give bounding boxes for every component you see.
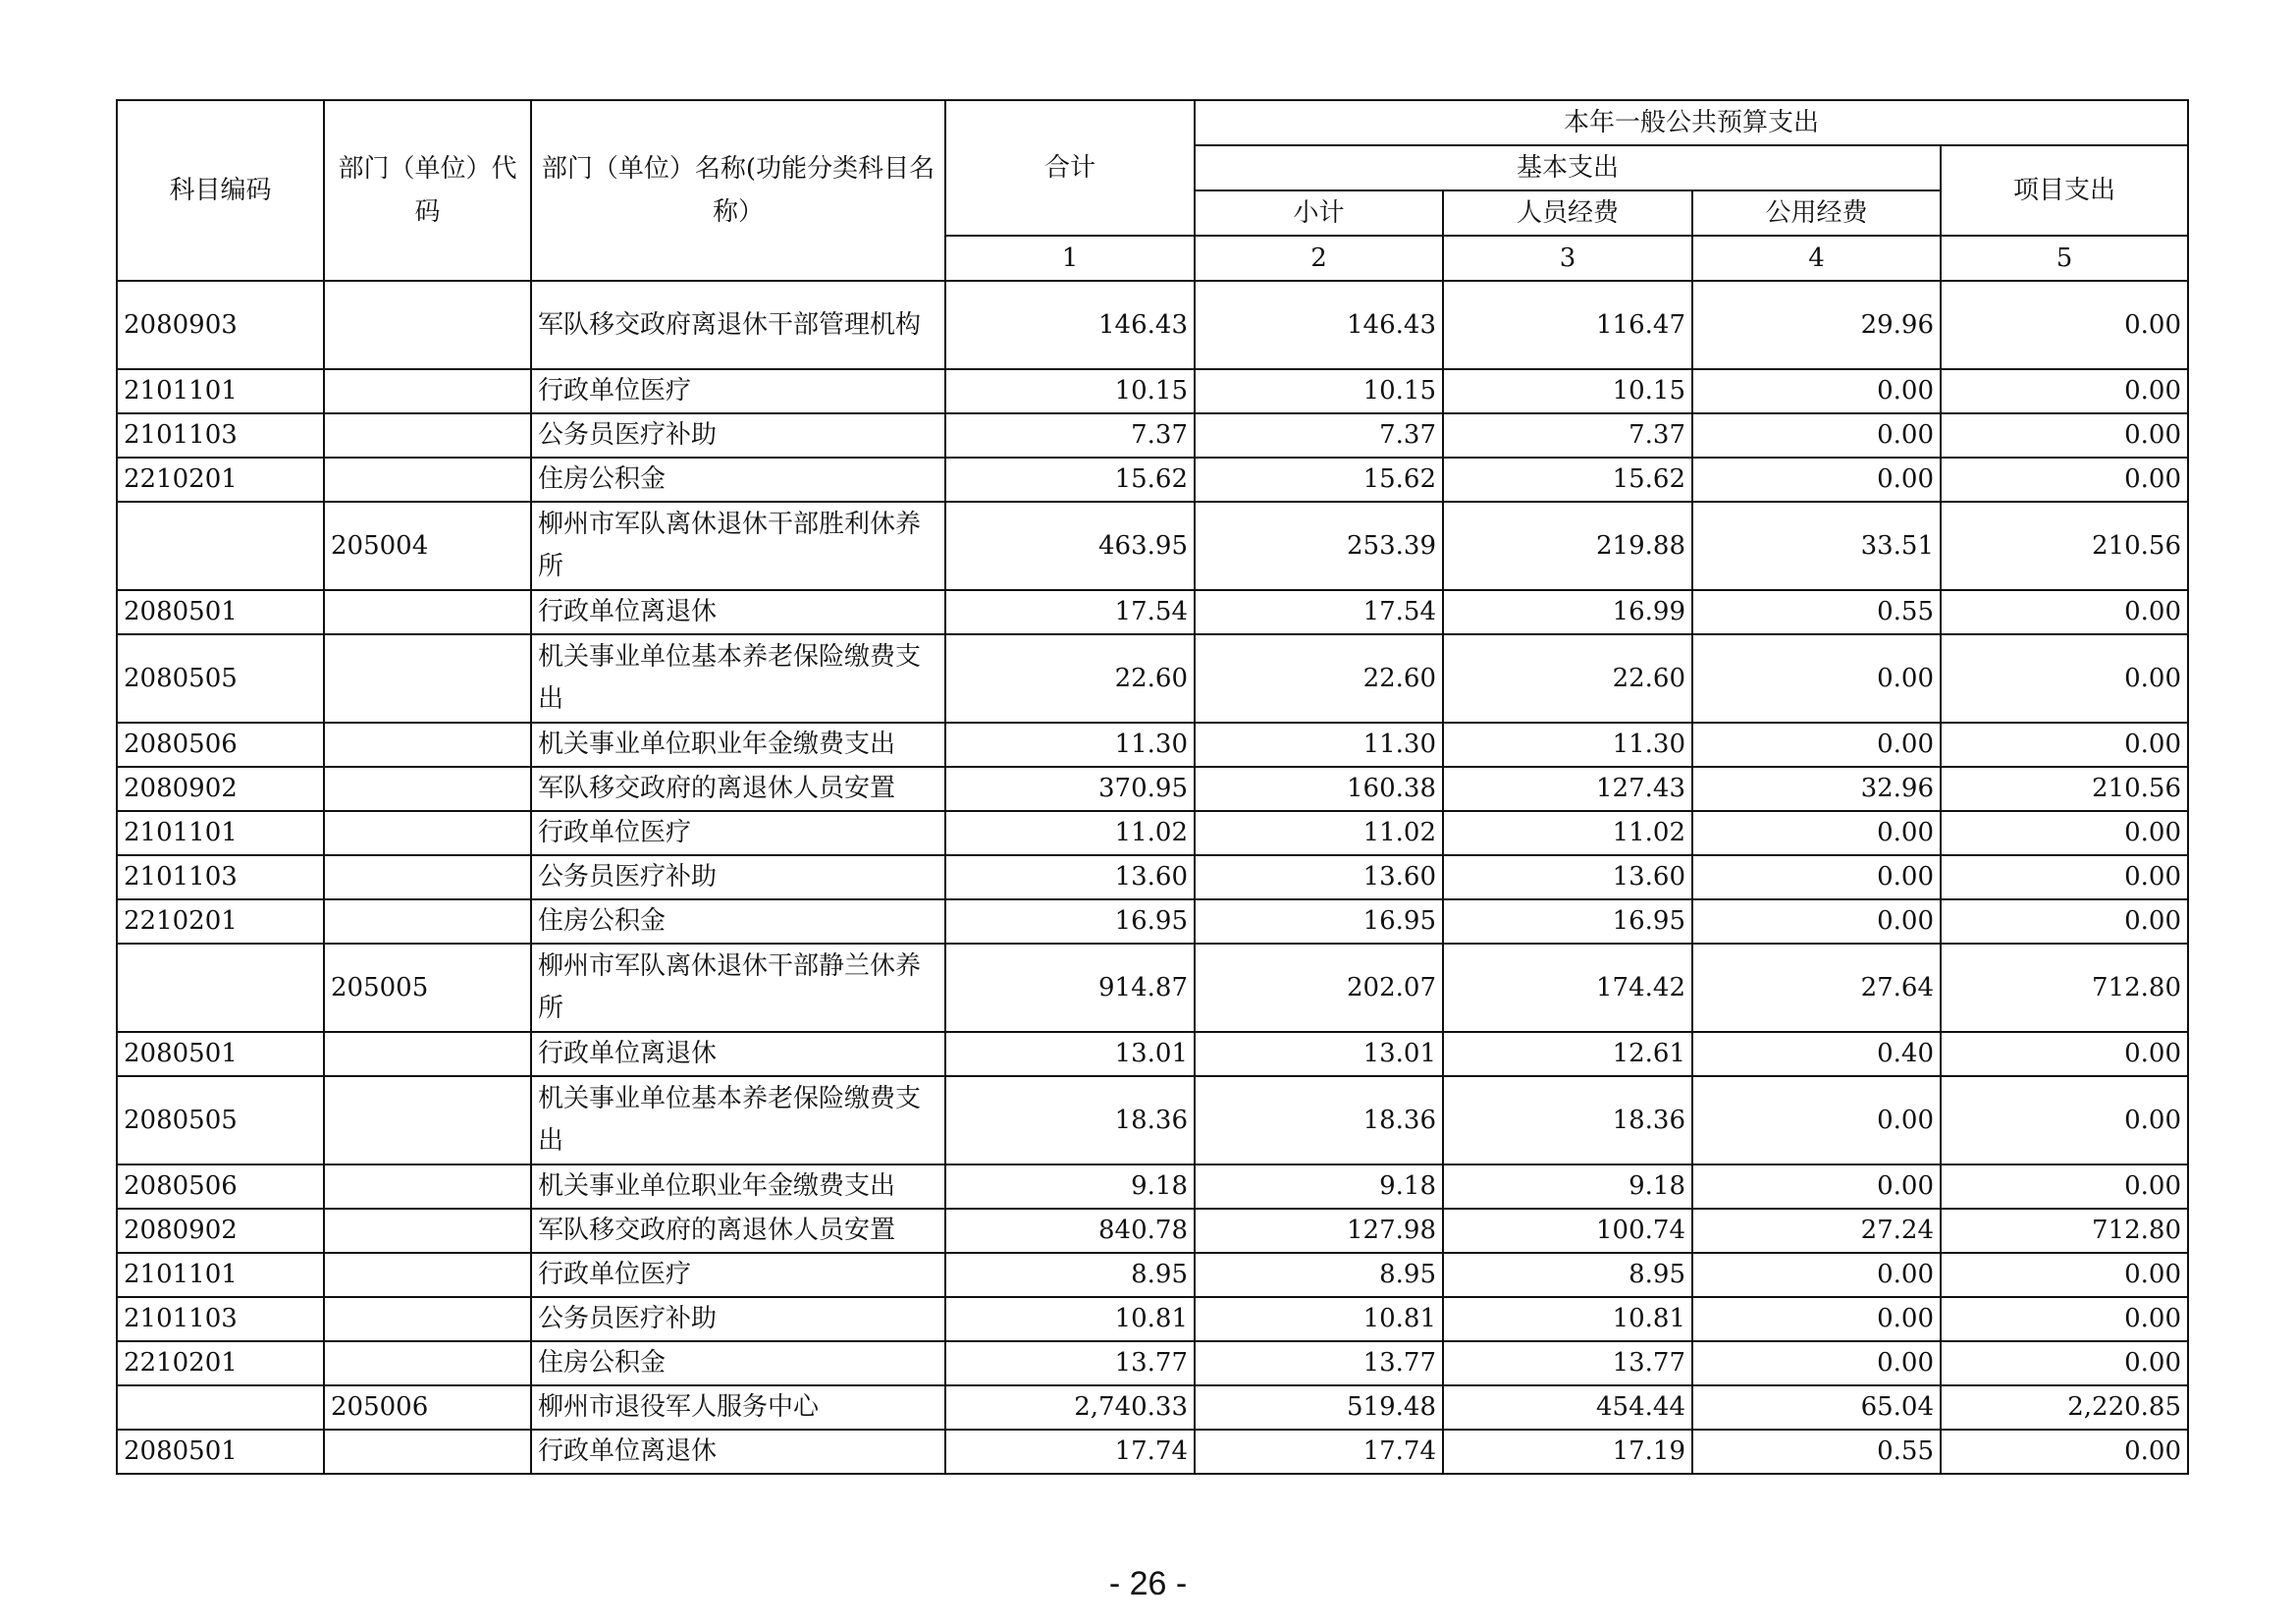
cell-subtotal: 519.48 <box>1195 1385 1443 1430</box>
cell-dept-name: 行政单位医疗 <box>531 369 945 413</box>
cell-subtotal: 22.60 <box>1195 634 1443 723</box>
cell-dept-code <box>324 590 531 634</box>
cell-public: 0.00 <box>1692 1297 1941 1341</box>
cell-dept-code: 205005 <box>324 944 531 1032</box>
table-row <box>117 590 2188 634</box>
cell-public: 0.00 <box>1692 1076 1941 1164</box>
cell-project: 0.00 <box>1941 1164 2188 1209</box>
cell-public: 0.00 <box>1692 811 1941 855</box>
cell-personnel: 174.42 <box>1443 944 1692 1032</box>
cell-subject-code <box>117 1385 324 1430</box>
cell-subtotal: 16.95 <box>1195 899 1443 944</box>
cell-dept-name: 公务员医疗补助 <box>531 855 945 899</box>
cell-dept-code <box>324 855 531 899</box>
cell-total: 13.01 <box>945 1032 1195 1076</box>
cell-subtotal: 7.37 <box>1195 413 1443 458</box>
cell-dept-name: 行政单位离退休 <box>531 590 945 634</box>
cell-total: 8.95 <box>945 1253 1195 1297</box>
header-total: 合计 <box>945 100 1195 236</box>
cell-subject-code: 2101103 <box>117 1297 324 1341</box>
cell-subject-code: 2080501 <box>117 1430 324 1474</box>
cell-dept-code <box>324 1430 531 1474</box>
cell-public: 0.40 <box>1692 1032 1941 1076</box>
cell-project: 0.00 <box>1941 1076 2188 1164</box>
cell-dept-name: 行政单位医疗 <box>531 1253 945 1297</box>
cell-subtotal: 8.95 <box>1195 1253 1443 1297</box>
header-dept-name: 部门（单位）名称(功能分类科目名称） <box>531 100 945 281</box>
cell-personnel: 12.61 <box>1443 1032 1692 1076</box>
cell-public: 27.64 <box>1692 944 1941 1032</box>
cell-project: 0.00 <box>1941 590 2188 634</box>
cell-subtotal: 18.36 <box>1195 1076 1443 1164</box>
cell-total: 370.95 <box>945 767 1195 811</box>
cell-public: 0.55 <box>1692 590 1941 634</box>
cell-dept-code <box>324 1164 531 1209</box>
table-row <box>117 1209 2188 1253</box>
cell-subject-code <box>117 502 324 590</box>
cell-project: 0.00 <box>1941 899 2188 944</box>
cell-public: 0.00 <box>1692 1164 1941 1209</box>
cell-dept-name: 柳州市军队离休退休干部胜利休养所 <box>531 502 945 590</box>
cell-subject-code: 2210201 <box>117 1341 324 1385</box>
cell-dept-code <box>324 369 531 413</box>
cell-personnel: 11.02 <box>1443 811 1692 855</box>
cell-subject-code: 2080505 <box>117 634 324 723</box>
cell-personnel: 8.95 <box>1443 1253 1692 1297</box>
cell-dept-code <box>324 1209 531 1253</box>
cell-dept-name: 行政单位离退休 <box>531 1430 945 1474</box>
cell-total: 17.54 <box>945 590 1195 634</box>
header-project-expenditure: 项目支出 <box>1941 145 2188 236</box>
cell-dept-name: 机关事业单位基本养老保险缴费支出 <box>531 1076 945 1164</box>
cell-total: 10.15 <box>945 369 1195 413</box>
cell-subtotal: 11.30 <box>1195 723 1443 767</box>
cell-personnel: 11.30 <box>1443 723 1692 767</box>
cell-public: 27.24 <box>1692 1209 1941 1253</box>
header-index: 1 <box>945 236 1195 281</box>
cell-subject-code: 2080501 <box>117 590 324 634</box>
cell-dept-name: 军队移交政府的离退休人员安置 <box>531 1209 945 1253</box>
cell-project: 0.00 <box>1941 281 2188 369</box>
cell-personnel: 127.43 <box>1443 767 1692 811</box>
cell-dept-name: 公务员医疗补助 <box>531 413 945 458</box>
cell-subject-code: 2080506 <box>117 723 324 767</box>
cell-total: 146.43 <box>945 281 1195 369</box>
cell-public: 0.00 <box>1692 855 1941 899</box>
cell-total: 914.87 <box>945 944 1195 1032</box>
cell-personnel: 10.15 <box>1443 369 1692 413</box>
cell-project: 0.00 <box>1941 1032 2188 1076</box>
cell-project: 0.00 <box>1941 855 2188 899</box>
cell-dept-name: 机关事业单位基本养老保险缴费支出 <box>531 634 945 723</box>
cell-public: 0.00 <box>1692 413 1941 458</box>
table-row <box>117 1385 2188 1430</box>
header-index: 2 <box>1195 236 1443 281</box>
header-basic-expenditure: 基本支出 <box>1195 145 1941 190</box>
cell-subtotal: 202.07 <box>1195 944 1443 1032</box>
cell-subject-code: 2080902 <box>117 1209 324 1253</box>
cell-project: 0.00 <box>1941 634 2188 723</box>
cell-dept-name: 行政单位离退休 <box>531 1032 945 1076</box>
cell-subject-code: 2210201 <box>117 899 324 944</box>
cell-total: 9.18 <box>945 1164 1195 1209</box>
table-header <box>117 100 2188 281</box>
cell-dept-code <box>324 281 531 369</box>
cell-subject-code: 2210201 <box>117 458 324 502</box>
cell-public: 29.96 <box>1692 281 1941 369</box>
cell-personnel: 13.60 <box>1443 855 1692 899</box>
cell-subject-code: 2080501 <box>117 1032 324 1076</box>
table-row <box>117 855 2188 899</box>
cell-public: 0.00 <box>1692 634 1941 723</box>
table-row <box>117 1253 2188 1297</box>
cell-personnel: 13.77 <box>1443 1341 1692 1385</box>
cell-total: 13.60 <box>945 855 1195 899</box>
table-row <box>117 899 2188 944</box>
cell-project: 0.00 <box>1941 369 2188 413</box>
cell-dept-name: 住房公积金 <box>531 458 945 502</box>
cell-dept-name: 军队移交政府离退休干部管理机构 <box>531 281 945 369</box>
cell-personnel: 22.60 <box>1443 634 1692 723</box>
cell-dept-code <box>324 767 531 811</box>
cell-subtotal: 17.74 <box>1195 1430 1443 1474</box>
cell-dept-code <box>324 1253 531 1297</box>
cell-project: 0.00 <box>1941 1253 2188 1297</box>
cell-public: 0.00 <box>1692 899 1941 944</box>
header-general-budget: 本年一般公共预算支出 <box>1195 100 2188 145</box>
cell-dept-code <box>324 1297 531 1341</box>
cell-dept-code: 205004 <box>324 502 531 590</box>
cell-subtotal: 13.60 <box>1195 855 1443 899</box>
cell-dept-code <box>324 1032 531 1076</box>
cell-personnel: 7.37 <box>1443 413 1692 458</box>
table-row <box>117 811 2188 855</box>
cell-total: 16.95 <box>945 899 1195 944</box>
cell-dept-code <box>324 634 531 723</box>
header-index: 3 <box>1443 236 1692 281</box>
table-row <box>117 369 2188 413</box>
cell-total: 15.62 <box>945 458 1195 502</box>
cell-personnel: 100.74 <box>1443 1209 1692 1253</box>
cell-dept-code <box>324 899 531 944</box>
cell-project: 0.00 <box>1941 413 2188 458</box>
cell-total: 17.74 <box>945 1430 1195 1474</box>
cell-public: 0.00 <box>1692 369 1941 413</box>
cell-subtotal: 13.01 <box>1195 1032 1443 1076</box>
cell-subject-code: 2101101 <box>117 369 324 413</box>
cell-project: 0.00 <box>1941 1430 2188 1474</box>
cell-project: 210.56 <box>1941 502 2188 590</box>
cell-dept-code <box>324 1341 531 1385</box>
cell-public: 0.55 <box>1692 1430 1941 1474</box>
cell-dept-name: 机关事业单位职业年金缴费支出 <box>531 1164 945 1209</box>
cell-personnel: 18.36 <box>1443 1076 1692 1164</box>
cell-subtotal: 11.02 <box>1195 811 1443 855</box>
table-row <box>117 634 2188 723</box>
page-number: - 26 - <box>1108 1565 1188 1602</box>
cell-personnel: 454.44 <box>1443 1385 1692 1430</box>
cell-dept-name: 柳州市军队离休退休干部静兰休养所 <box>531 944 945 1032</box>
table-row <box>117 281 2188 369</box>
cell-subtotal: 146.43 <box>1195 281 1443 369</box>
cell-subject-code: 2080506 <box>117 1164 324 1209</box>
table-row <box>117 944 2188 1032</box>
cell-project: 0.00 <box>1941 458 2188 502</box>
cell-project: 210.56 <box>1941 767 2188 811</box>
table-row <box>117 1297 2188 1341</box>
cell-public: 0.00 <box>1692 723 1941 767</box>
cell-total: 10.81 <box>945 1297 1195 1341</box>
cell-total: 11.30 <box>945 723 1195 767</box>
cell-public: 32.96 <box>1692 767 1941 811</box>
cell-dept-code: 205006 <box>324 1385 531 1430</box>
cell-public: 0.00 <box>1692 1253 1941 1297</box>
cell-personnel: 16.95 <box>1443 899 1692 944</box>
cell-subtotal: 13.77 <box>1195 1341 1443 1385</box>
cell-dept-name: 行政单位医疗 <box>531 811 945 855</box>
cell-total: 463.95 <box>945 502 1195 590</box>
header-personnel: 人员经费 <box>1443 190 1692 236</box>
cell-dept-code <box>324 723 531 767</box>
table-row <box>117 1076 2188 1164</box>
cell-subject-code: 2101101 <box>117 811 324 855</box>
cell-subtotal: 253.39 <box>1195 502 1443 590</box>
cell-project: 0.00 <box>1941 811 2188 855</box>
cell-project: 0.00 <box>1941 723 2188 767</box>
cell-subject-code: 2080903 <box>117 281 324 369</box>
budget-table <box>116 99 2189 1475</box>
cell-subtotal: 10.81 <box>1195 1297 1443 1341</box>
cell-project: 0.00 <box>1941 1341 2188 1385</box>
cell-subject-code: 2101101 <box>117 1253 324 1297</box>
cell-total: 18.36 <box>945 1076 1195 1164</box>
table-row <box>117 723 2188 767</box>
cell-subject-code: 2080505 <box>117 1076 324 1164</box>
cell-personnel: 10.81 <box>1443 1297 1692 1341</box>
cell-public: 0.00 <box>1692 458 1941 502</box>
header-index: 5 <box>1941 236 2188 281</box>
cell-personnel: 15.62 <box>1443 458 1692 502</box>
cell-dept-name: 公务员医疗补助 <box>531 1297 945 1341</box>
table-row <box>117 1032 2188 1076</box>
cell-total: 22.60 <box>945 634 1195 723</box>
table-row <box>117 458 2188 502</box>
cell-dept-name: 住房公积金 <box>531 1341 945 1385</box>
cell-personnel: 16.99 <box>1443 590 1692 634</box>
cell-subtotal: 127.98 <box>1195 1209 1443 1253</box>
cell-total: 13.77 <box>945 1341 1195 1385</box>
table-row <box>117 413 2188 458</box>
header-public: 公用经费 <box>1692 190 1941 236</box>
cell-project: 712.80 <box>1941 1209 2188 1253</box>
cell-subtotal: 160.38 <box>1195 767 1443 811</box>
header-subject-code: 科目编码 <box>117 100 324 281</box>
cell-personnel: 9.18 <box>1443 1164 1692 1209</box>
cell-personnel: 17.19 <box>1443 1430 1692 1474</box>
cell-personnel: 219.88 <box>1443 502 1692 590</box>
header-index: 4 <box>1692 236 1941 281</box>
cell-subject-code: 2101103 <box>117 413 324 458</box>
cell-dept-code <box>324 413 531 458</box>
cell-project: 712.80 <box>1941 944 2188 1032</box>
cell-dept-name: 机关事业单位职业年金缴费支出 <box>531 723 945 767</box>
cell-project: 0.00 <box>1941 1297 2188 1341</box>
cell-subtotal: 15.62 <box>1195 458 1443 502</box>
cell-total: 11.02 <box>945 811 1195 855</box>
cell-personnel: 116.47 <box>1443 281 1692 369</box>
table-row <box>117 767 2188 811</box>
cell-dept-code <box>324 1076 531 1164</box>
cell-subtotal: 10.15 <box>1195 369 1443 413</box>
cell-dept-name: 住房公积金 <box>531 899 945 944</box>
cell-project: 2,220.85 <box>1941 1385 2188 1430</box>
cell-public: 65.04 <box>1692 1385 1941 1430</box>
header-dept-code: 部门（单位）代码 <box>324 100 531 281</box>
table-body <box>117 281 2188 1474</box>
table-row <box>117 1430 2188 1474</box>
cell-subtotal: 9.18 <box>1195 1164 1443 1209</box>
cell-public: 0.00 <box>1692 1341 1941 1385</box>
cell-subject-code: 2101103 <box>117 855 324 899</box>
cell-dept-code <box>324 811 531 855</box>
cell-subject-code: 2080902 <box>117 767 324 811</box>
cell-subject-code <box>117 944 324 1032</box>
cell-public: 33.51 <box>1692 502 1941 590</box>
cell-dept-name: 军队移交政府的离退休人员安置 <box>531 767 945 811</box>
cell-total: 7.37 <box>945 413 1195 458</box>
table-row <box>117 1341 2188 1385</box>
cell-total: 2,740.33 <box>945 1385 1195 1430</box>
cell-dept-code <box>324 458 531 502</box>
cell-dept-name: 柳州市退役军人服务中心 <box>531 1385 945 1430</box>
header-subtotal: 小计 <box>1195 190 1443 236</box>
table-row <box>117 502 2188 590</box>
cell-subtotal: 17.54 <box>1195 590 1443 634</box>
cell-total: 840.78 <box>945 1209 1195 1253</box>
table-row <box>117 1164 2188 1209</box>
